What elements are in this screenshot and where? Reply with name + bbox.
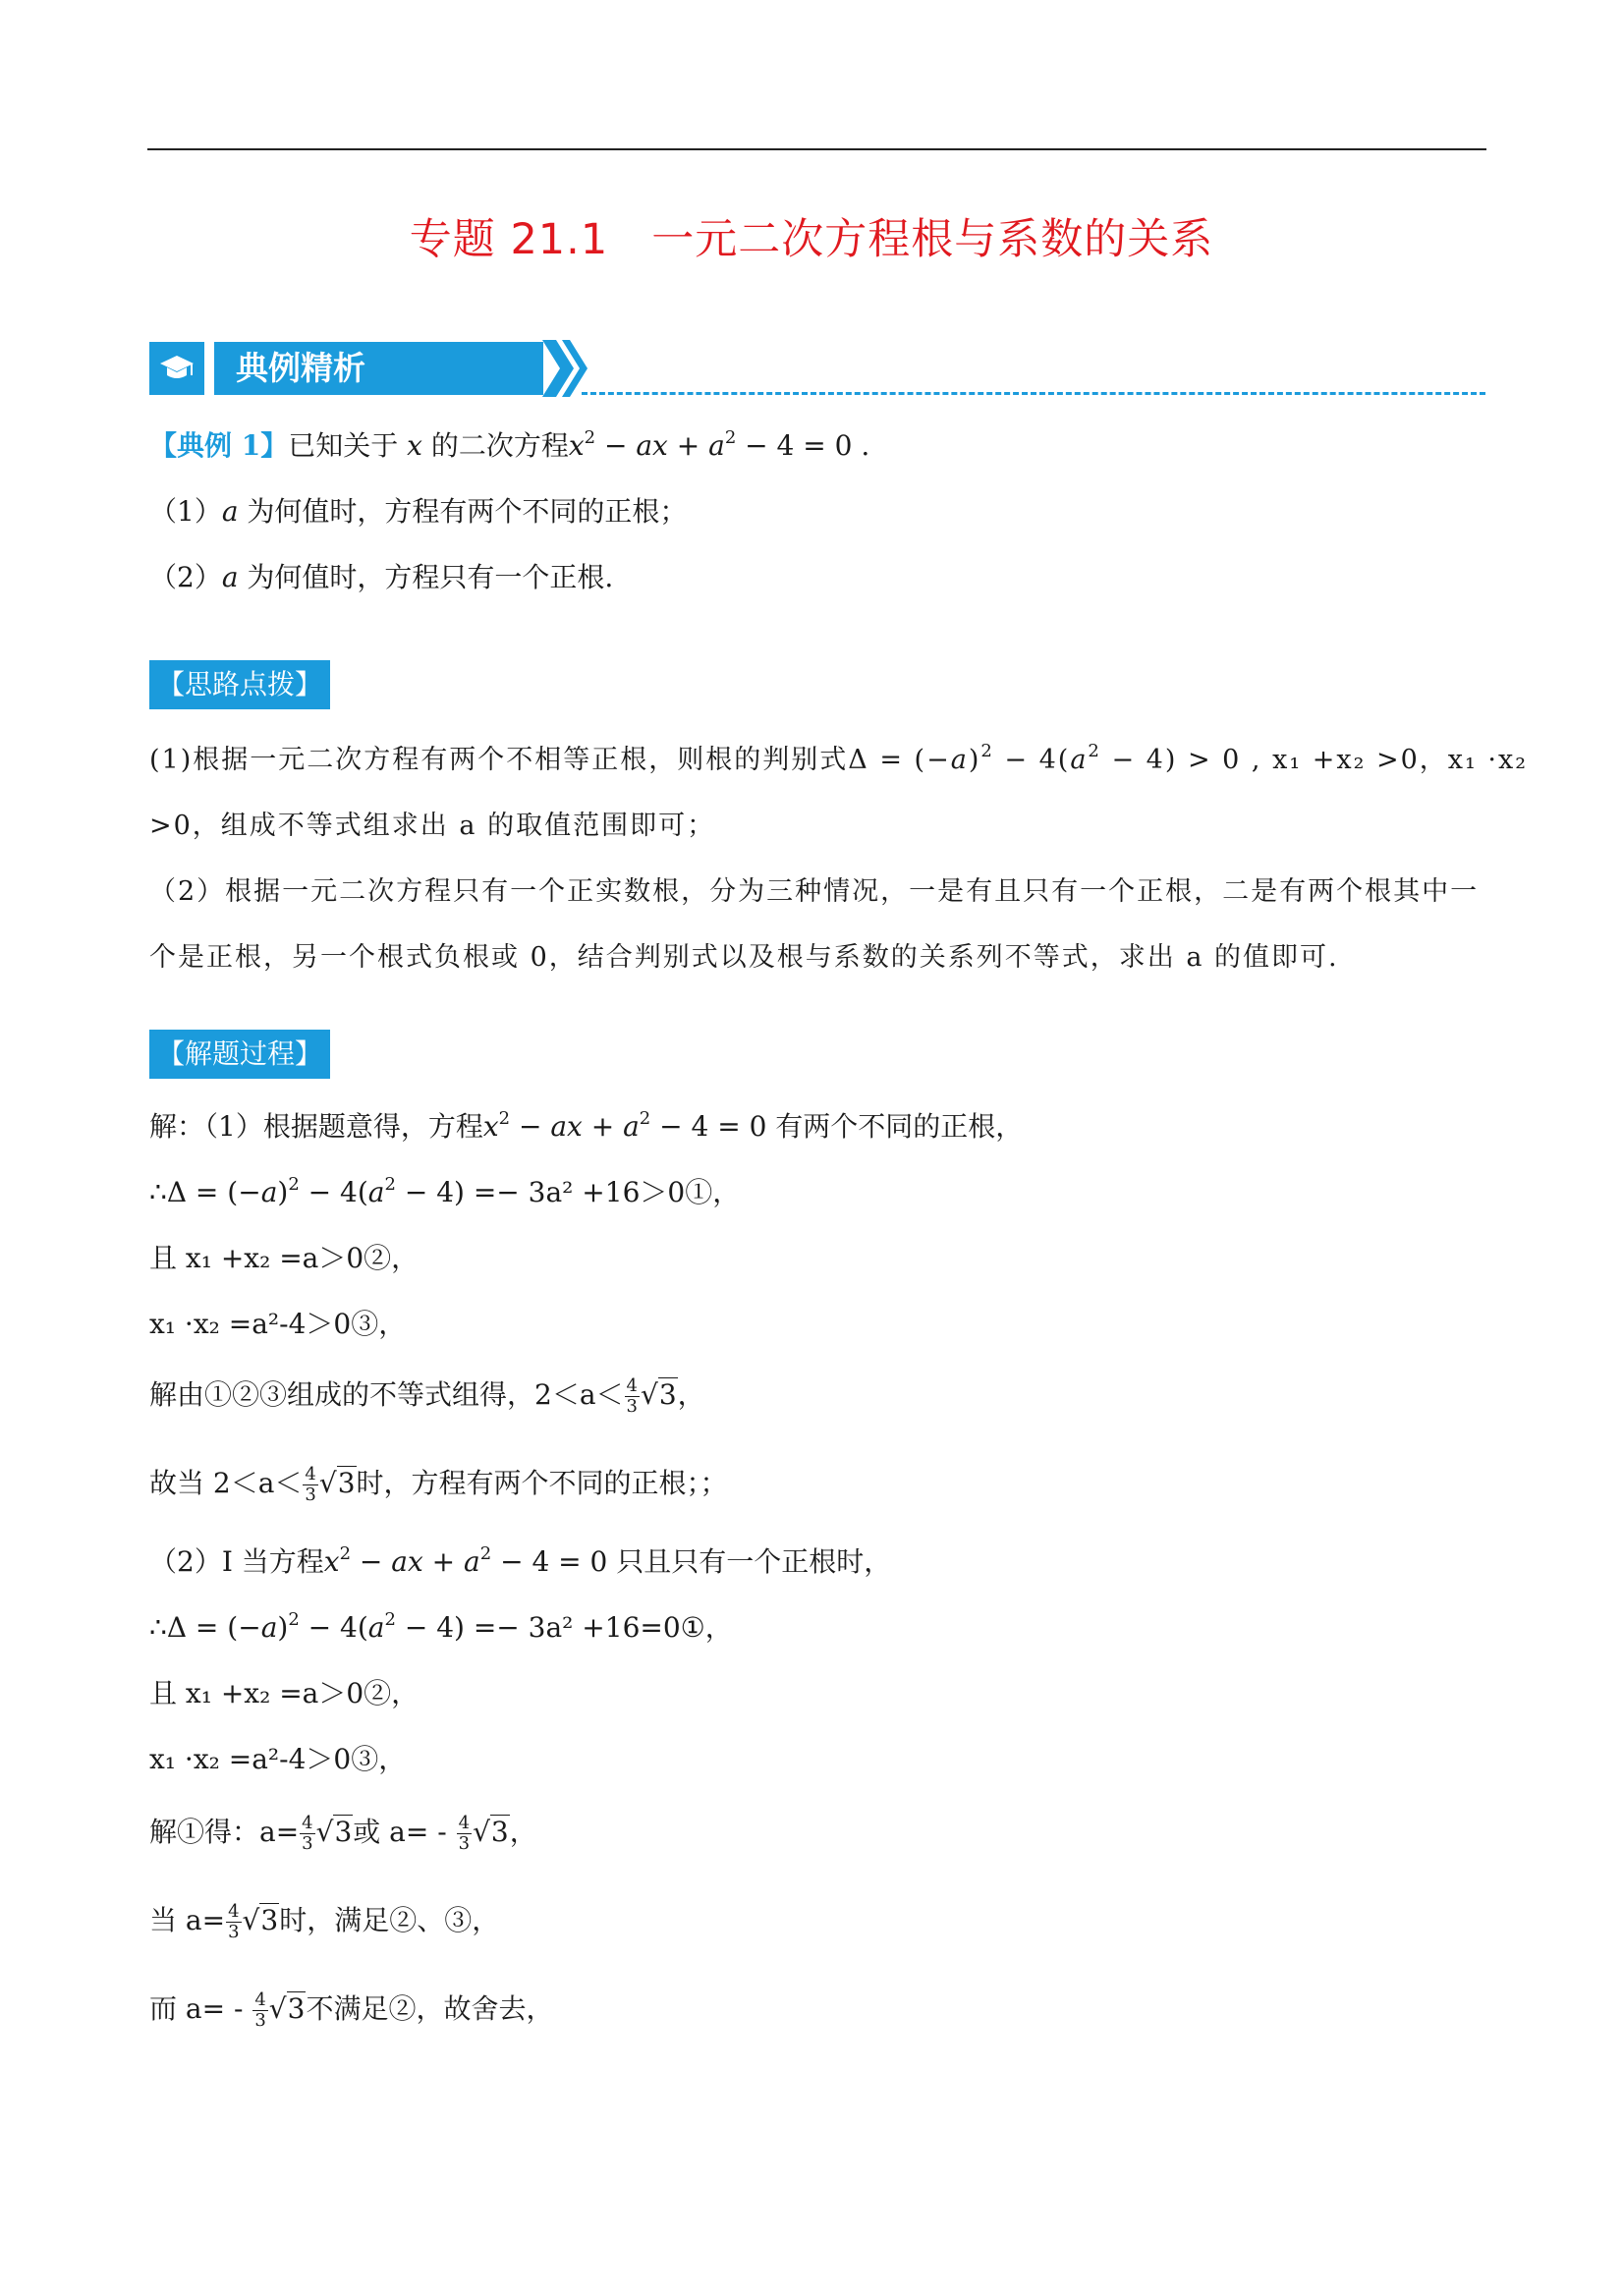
solution-line-1: 解：（1）根据题意得，方程$x^2$ − ax + $a^2 - 4 = 0$ 有两个不同的正根， <box>149 1108 1024 1143</box>
header-rule <box>147 148 1486 150</box>
dashed-divider <box>582 392 1485 395</box>
solution-line-10: x₁ ·x₂ =a²-4＞0③， <box>149 1743 407 1775</box>
hint-paragraph-1-cont: >0，组成不等式组求出 a 的取值范围即可； <box>149 811 716 841</box>
section-banner <box>149 338 1485 399</box>
question-2: （2）a 为何值时，方程只有一个正根. <box>149 561 614 593</box>
hint-tag: 【思路点拨】 <box>149 660 330 709</box>
solution-line-5: 解由①②③组成的不等式组得，2＜a＜ $\frac{4}{3}$ √3， <box>149 1375 705 1417</box>
example-stem: 【典例 1】已知关于 x 的二次方程$x^2$ − ax + $a^2 - 4 = 0$ . <box>149 427 870 462</box>
hint-paragraph-1: (1)根据一元二次方程有两个不相等正根，则根的判别式$\Delta = (-a)^2 - 4(a^2 - 4) > 0$ , x₁ +x₂ >0，x₁ ·x₂ <box>149 741 1529 775</box>
solution-line-3: 且 x₁ +x₂ =a＞0②， <box>149 1242 420 1274</box>
section-heading: 典例精析 <box>214 342 543 395</box>
solution-line-9: 且 x₁ +x₂ =a＞0②， <box>149 1677 420 1709</box>
solution-line-7: （2）Ⅰ 当方程$x^2$ − ax + $a^2 - 4 = 0$ 只且只有一个正根时， <box>149 1543 892 1578</box>
solution-tag: 【解题过程】 <box>149 1030 330 1079</box>
question-1: （1）a 为何值时，方程有两个不同的正根； <box>149 495 688 528</box>
graduation-cap-icon <box>149 342 204 395</box>
solution-line-13: 而 a= - $\frac{4}{3}$ √3不满足②，故舍去， <box>149 1989 554 2031</box>
solution-line-2: ∴Δ = $(-a)^2 - 4(a^2 - 4) =- 3a^2$ +16＞0①， <box>149 1174 741 1208</box>
solution-line-11: 解①得：a= $\frac{4}{3}$ √3或 a= - $\frac{4}{3}$ √3， <box>149 1813 537 1854</box>
hint-paragraph-2-cont: 个是正根，另一个根式负根或 0，结合判别式以及根与系数的关系列不等式，求出 a 的值即可. <box>149 942 1339 973</box>
solution-line-12: 当 a= $\frac{4}{3}$ √3时，满足②、③， <box>149 1901 500 1942</box>
solution-line-4: x₁ ·x₂ =a²-4＞0③， <box>149 1308 407 1340</box>
hint-paragraph-2: （2）根据一元二次方程只有一个正实数根，分为三种情况，一是有且只有一个正根，二是有两个根其中一 <box>149 876 1480 907</box>
solution-line-6: 故当 2＜a＜ $\frac{4}{3}$ √3时，方程有两个不同的正根；； <box>149 1464 728 1505</box>
double-chevron-icon <box>542 338 591 399</box>
solution-line-8: ∴Δ = $(-a)^2 - 4(a^2 - 4) =- 3a^2$ +16=0①， <box>149 1609 733 1644</box>
example-tag: 【典例 1】 <box>149 429 289 462</box>
page-title: 专题 21.1 一元二次方程根与系数的关系 <box>409 215 1214 264</box>
